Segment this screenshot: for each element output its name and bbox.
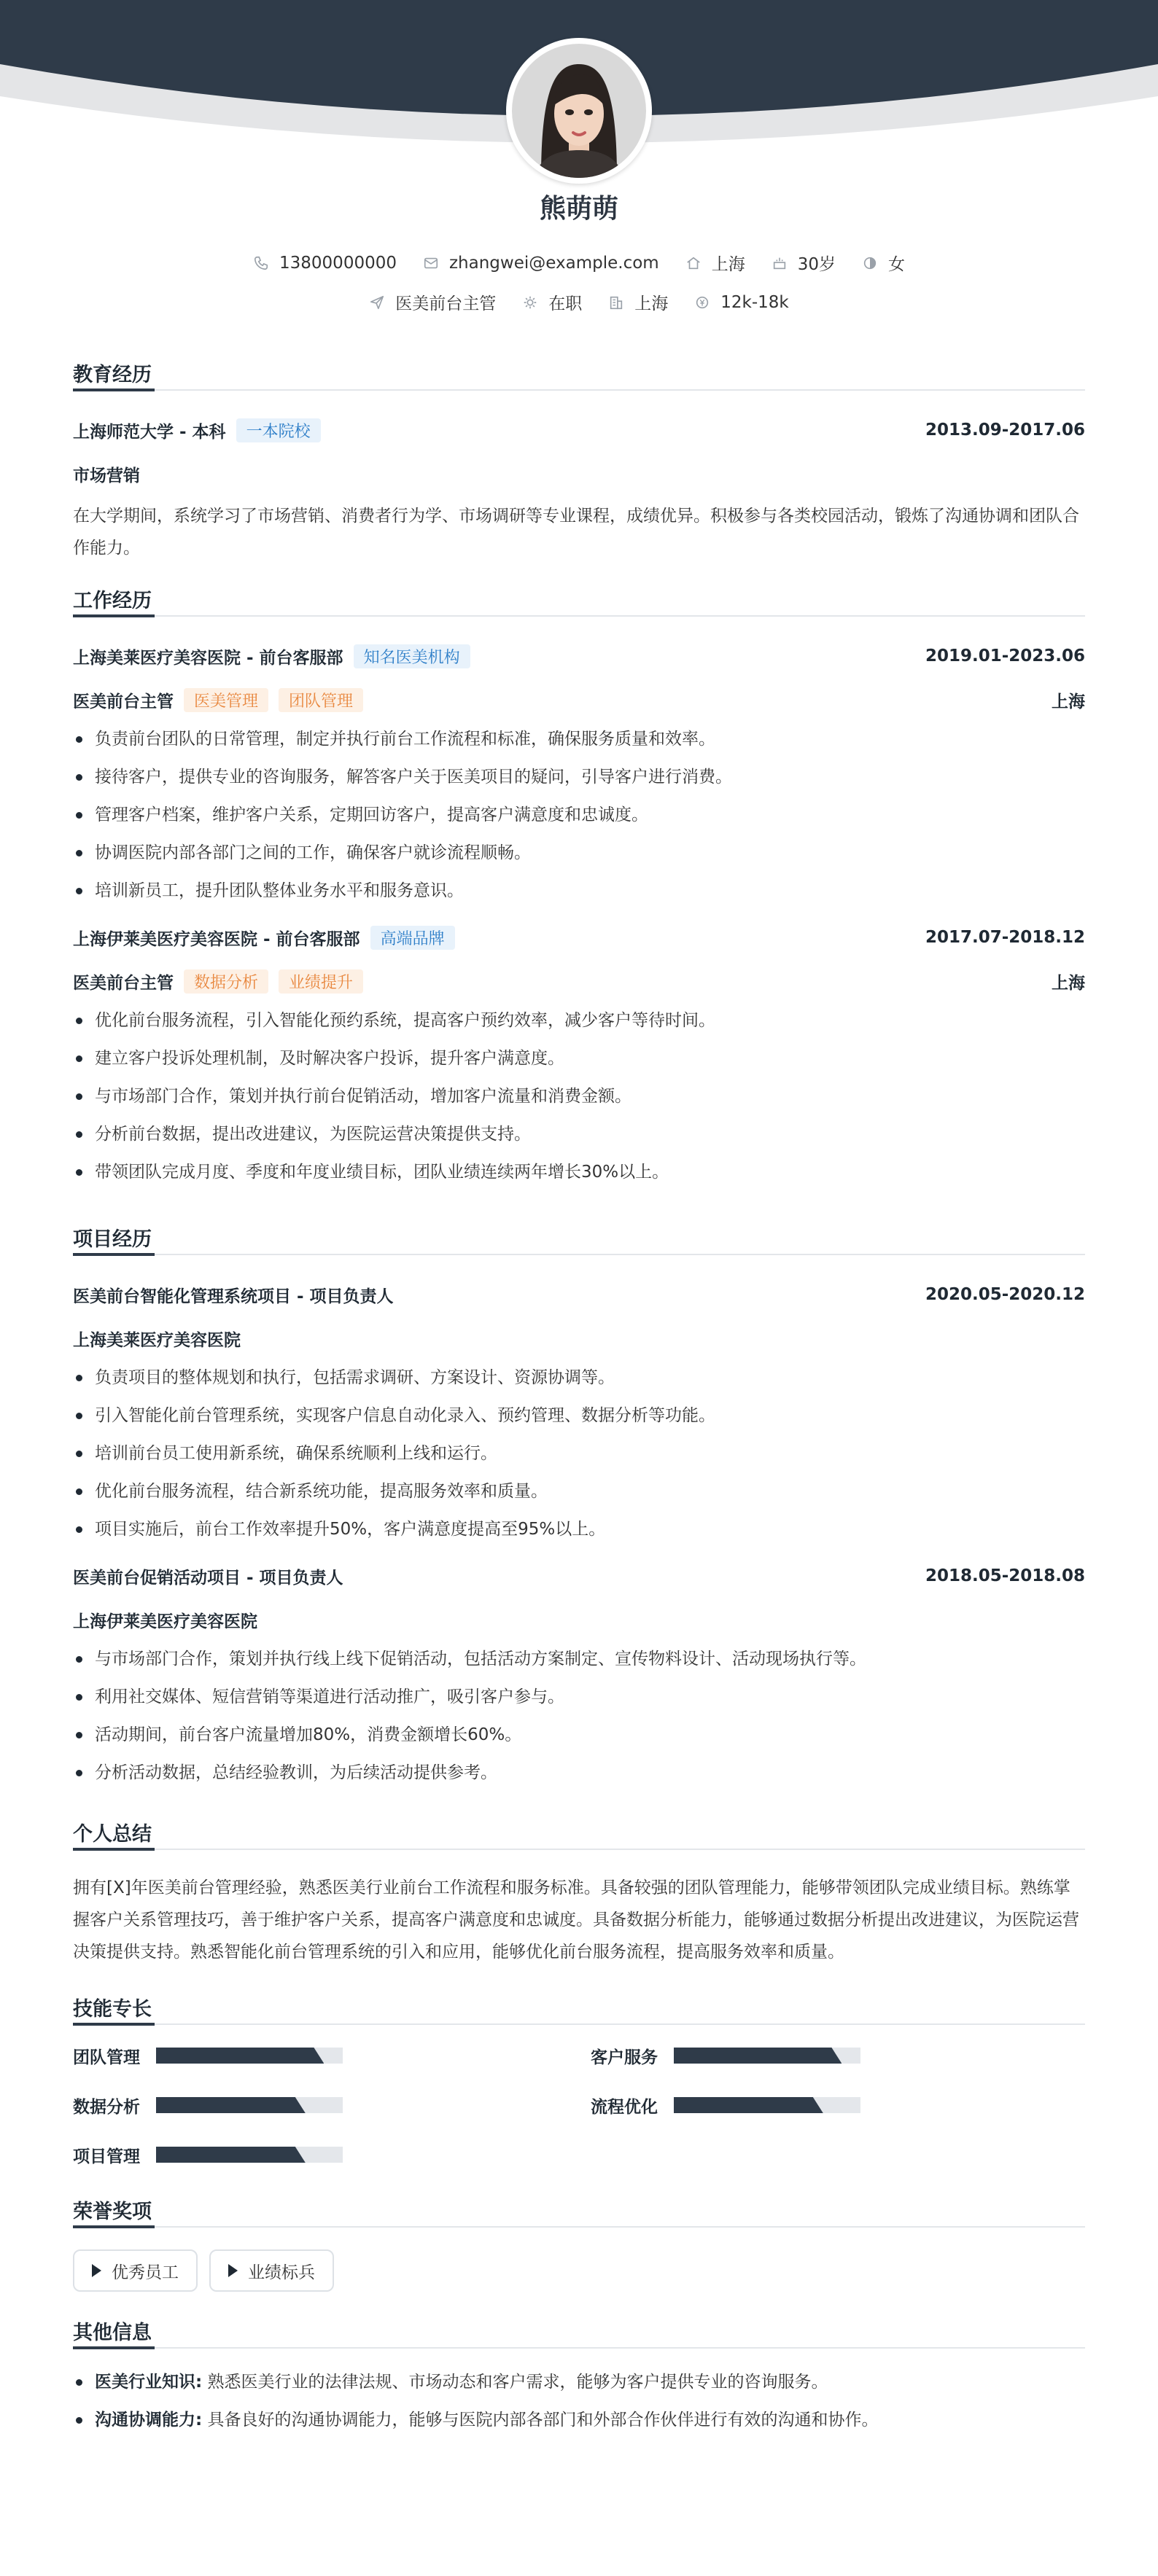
work-location: 上海: [1052, 692, 1085, 711]
education-section-title: 教育经历: [73, 359, 1085, 391]
home-icon: [685, 255, 702, 271]
role-tag: 业绩提升: [279, 969, 363, 994]
city-text: 上海: [711, 255, 745, 274]
work-header: [73, 643, 1085, 669]
education-header: [73, 417, 1085, 443]
list-item: 带领团队完成月度、季度和年度业绩目标，团队业绩连续两年增长30%以上。: [73, 1153, 1085, 1191]
skill-bar: [156, 2147, 343, 2163]
project-org: 上海美莱医疗美容医院: [73, 1330, 241, 1350]
work-role-row: [73, 968, 1085, 994]
list-item: 培训新员工，提升团队整体业务水平和服务意识。: [73, 872, 1085, 910]
skill-bar: [674, 2048, 860, 2064]
work-item: [73, 643, 1085, 910]
avatar-photo: [512, 44, 646, 178]
summary-text: 拥有[X]年医美前台管理经验，熟悉医美行业前台工作流程和服务标准。具备较强的团队管理能力，能够带领团队完成业绩目标。熟练掌握客户关系管理技巧，善于维护客户关系，提高客户满意度和忠诚度。具备数据分析能力，能够通过数据分析提出改进建议，为医院运营决策提供支持。熟悉智能化前台管理系统的引入和应用，能够优化前台服务流程，提高服务效率和质量。: [73, 1878, 1079, 1962]
other-text: 具备良好的沟通协调能力，能够与医院内部各部门和外部合作伙伴进行有效的沟通和协作。: [207, 2411, 879, 2429]
age-text: 30岁: [797, 255, 836, 274]
project-header: [73, 1281, 1085, 1308]
work-period: 2017.07-2018.12: [925, 928, 1085, 947]
project-period: 2018.05-2018.08: [925, 1566, 1085, 1585]
list-item: 与市场部门合作，策划并执行线上线下促销活动，包括活动方案制定、宣传物料设计、活动现场执行等。: [73, 1640, 1085, 1678]
company-tag: 高端品牌: [370, 926, 455, 950]
city-info: [685, 251, 745, 275]
summary-section-title: 个人总结: [73, 1818, 1085, 1850]
age-info: [772, 251, 836, 275]
skill-bar: [156, 2097, 343, 2113]
skill-bar-fill: [674, 2048, 842, 2064]
honors-list: [73, 2249, 1085, 2292]
role-tag: 医美管理: [184, 688, 268, 712]
candidate-name: 熊萌萌: [539, 194, 618, 224]
position-text: 医美前台主管: [395, 294, 497, 313]
company-name: 上海美莱医疗美容医院 - 前台客服部: [73, 648, 343, 668]
gender-icon: [862, 255, 878, 271]
job-intent-row: [0, 290, 1158, 314]
work-duties: [73, 1002, 1085, 1191]
target-city-info: [608, 290, 668, 314]
other-label: 沟通协调能力:: [95, 2411, 203, 2429]
list-item: 活动期间，前台客户流量增加80%，消费金额增长60%。: [73, 1716, 1085, 1754]
resume-content: [73, 359, 1085, 2439]
salary-info: [694, 293, 788, 312]
honor-label: 业绩标兵: [248, 2263, 315, 2282]
email-info: [423, 254, 659, 273]
list-item: 分析活动数据，总结经验教训，为后续活动提供参考。: [73, 1754, 1085, 1792]
mail-icon: [423, 255, 439, 271]
list-item: [73, 2401, 1085, 2439]
list-item: 项目实施后，前台工作效率提升50%，客户满意度提高至95%以上。: [73, 1510, 1085, 1548]
skill-name: 数据分析: [73, 2097, 140, 2117]
skill-bar-fill: [156, 2097, 306, 2113]
education-period: 2013.09-2017.06: [925, 421, 1085, 440]
other-section-title: 其他信息: [73, 2317, 1085, 2349]
position-info: [369, 290, 496, 314]
project-name: 医美前台促销活动项目 - 项目负责人: [73, 1568, 343, 1588]
email-text: zhangwei@example.com: [448, 253, 659, 273]
building-icon: [608, 294, 624, 311]
avatar: [506, 38, 652, 184]
list-item: 建立客户投诉处理机制，及时解决客户投诉，提升客户满意度。: [73, 1039, 1085, 1077]
project-org: 上海伊莱美医疗美容医院: [73, 1612, 257, 1631]
list-item: 与市场部门合作，策划并执行前台促销活动，增加客户流量和消费金额。: [73, 1077, 1085, 1115]
company-tag: 知名医美机构: [354, 644, 470, 668]
project-section-title: 项目经历: [73, 1223, 1085, 1255]
honor-badge: [73, 2249, 198, 2292]
list-item: 优化前台服务流程，引入智能化预约系统，提高客户预约效率，减少客户等待时间。: [73, 1002, 1085, 1039]
money-icon: [694, 294, 710, 311]
honor-label: 优秀员工: [112, 2263, 179, 2282]
skill-bar-fill: [156, 2147, 306, 2163]
skill-name: 流程优化: [591, 2097, 658, 2117]
list-item: 协调医院内部各部门之间的工作，确保客户就诊流程顺畅。: [73, 834, 1085, 872]
role-tag: 团队管理: [279, 688, 363, 712]
phone-icon: [253, 255, 269, 271]
project-duties: [73, 1640, 1085, 1792]
skill-bar: [674, 2097, 860, 2113]
list-item: 负责前台团队的日常管理，制定并执行前台工作流程和标准，确保服务质量和效率。: [73, 720, 1085, 758]
work-role-row: [73, 687, 1085, 713]
contact-row: [0, 251, 1158, 275]
skill-item: [591, 2041, 1085, 2070]
list-item: 分析前台数据，提出改进建议，为医院运营决策提供支持。: [73, 1115, 1085, 1153]
work-location: 上海: [1052, 973, 1085, 993]
list-item: 引入智能化前台管理系统，实现客户信息自动化录入、预约管理、数据分析等功能。: [73, 1397, 1085, 1435]
play-icon: [92, 2264, 101, 2277]
list-item: 培训前台员工使用新系统，确保系统顺利上线和运行。: [73, 1435, 1085, 1472]
skill-bar-fill: [156, 2048, 324, 2064]
other-text: 熟悉医美行业的法律法规、市场动态和客户需求，能够为客户提供专业的咨询服务。: [207, 2373, 828, 2392]
gender-text: 女: [887, 255, 905, 274]
salary-text: 12k-18k: [720, 292, 789, 312]
status-info: [522, 290, 582, 314]
project-header: [73, 1563, 1085, 1589]
cake-icon: [772, 255, 788, 271]
other-label: 医美行业知识:: [95, 2373, 203, 2392]
skill-item: [73, 2041, 591, 2070]
work-item: [73, 924, 1085, 1191]
project-name: 医美前台智能化管理系统项目 - 项目负责人: [73, 1287, 394, 1306]
work-period: 2019.01-2023.06: [925, 647, 1085, 666]
school-name: 上海师范大学 - 本科: [73, 422, 226, 442]
company-name: 上海伊莱美医疗美容医院 - 前台客服部: [73, 929, 360, 949]
project-duties: [73, 1359, 1085, 1548]
status-icon: [522, 294, 538, 311]
work-header: [73, 924, 1085, 951]
honors-section-title: 荣誉奖项: [73, 2196, 1085, 2228]
list-item: 负责项目的整体规划和执行，包括需求调研、方案设计、资源协调等。: [73, 1359, 1085, 1397]
skill-name: 项目管理: [73, 2147, 140, 2166]
education-item: [73, 417, 1085, 564]
status-text: 在职: [548, 294, 583, 313]
skill-item: [73, 2091, 591, 2120]
role-name: 医美前台主管: [73, 973, 174, 993]
role-name: 医美前台主管: [73, 692, 174, 711]
skills-section-title: 技能专长: [73, 1993, 1085, 2025]
list-item: 接待客户，提供专业的咨询服务，解答客户关于医美项目的疑问，引导客户进行消费。: [73, 758, 1085, 796]
list-item: 利用社交媒体、短信营销等渠道进行活动推广，吸引客户参与。: [73, 1678, 1085, 1716]
skill-bar: [156, 2048, 343, 2064]
honor-badge: [209, 2249, 334, 2292]
skill-bar-fill: [674, 2097, 823, 2113]
work-section-title: 工作经历: [73, 585, 1085, 617]
list-item: 管理客户档案，维护客户关系，定期回访客户，提高客户满意度和忠诚度。: [73, 796, 1085, 834]
target-city-text: 上海: [634, 294, 669, 313]
play-icon: [228, 2264, 238, 2277]
send-icon: [369, 294, 385, 311]
major: 市场营销: [73, 466, 140, 485]
school-tag: 一本院校: [236, 418, 321, 442]
project-item: [73, 1281, 1085, 1548]
skills-grid: [73, 2041, 1085, 2169]
list-item: 优化前台服务流程，结合新系统功能，提高服务效率和质量。: [73, 1472, 1085, 1510]
skill-name: 团队管理: [73, 2048, 140, 2067]
skill-item: [73, 2140, 591, 2169]
list-item: [73, 2363, 1085, 2401]
education-description: 在大学期间，系统学习了市场营销、消费者行为学、市场调研等专业课程，成绩优异。积极参与各类校园活动，锻炼了沟通协调和团队合作能力。: [73, 507, 1079, 558]
phone-info: [253, 254, 397, 273]
role-tag: 数据分析: [184, 969, 268, 994]
gender-info: [862, 251, 905, 275]
project-item: [73, 1563, 1085, 1792]
skill-name: 客户服务: [591, 2048, 658, 2067]
project-period: 2020.05-2020.12: [925, 1285, 1085, 1304]
work-duties: [73, 720, 1085, 910]
phone-text: 13800000000: [279, 253, 397, 273]
skill-item: [591, 2091, 1085, 2120]
other-list: [73, 2363, 1085, 2439]
